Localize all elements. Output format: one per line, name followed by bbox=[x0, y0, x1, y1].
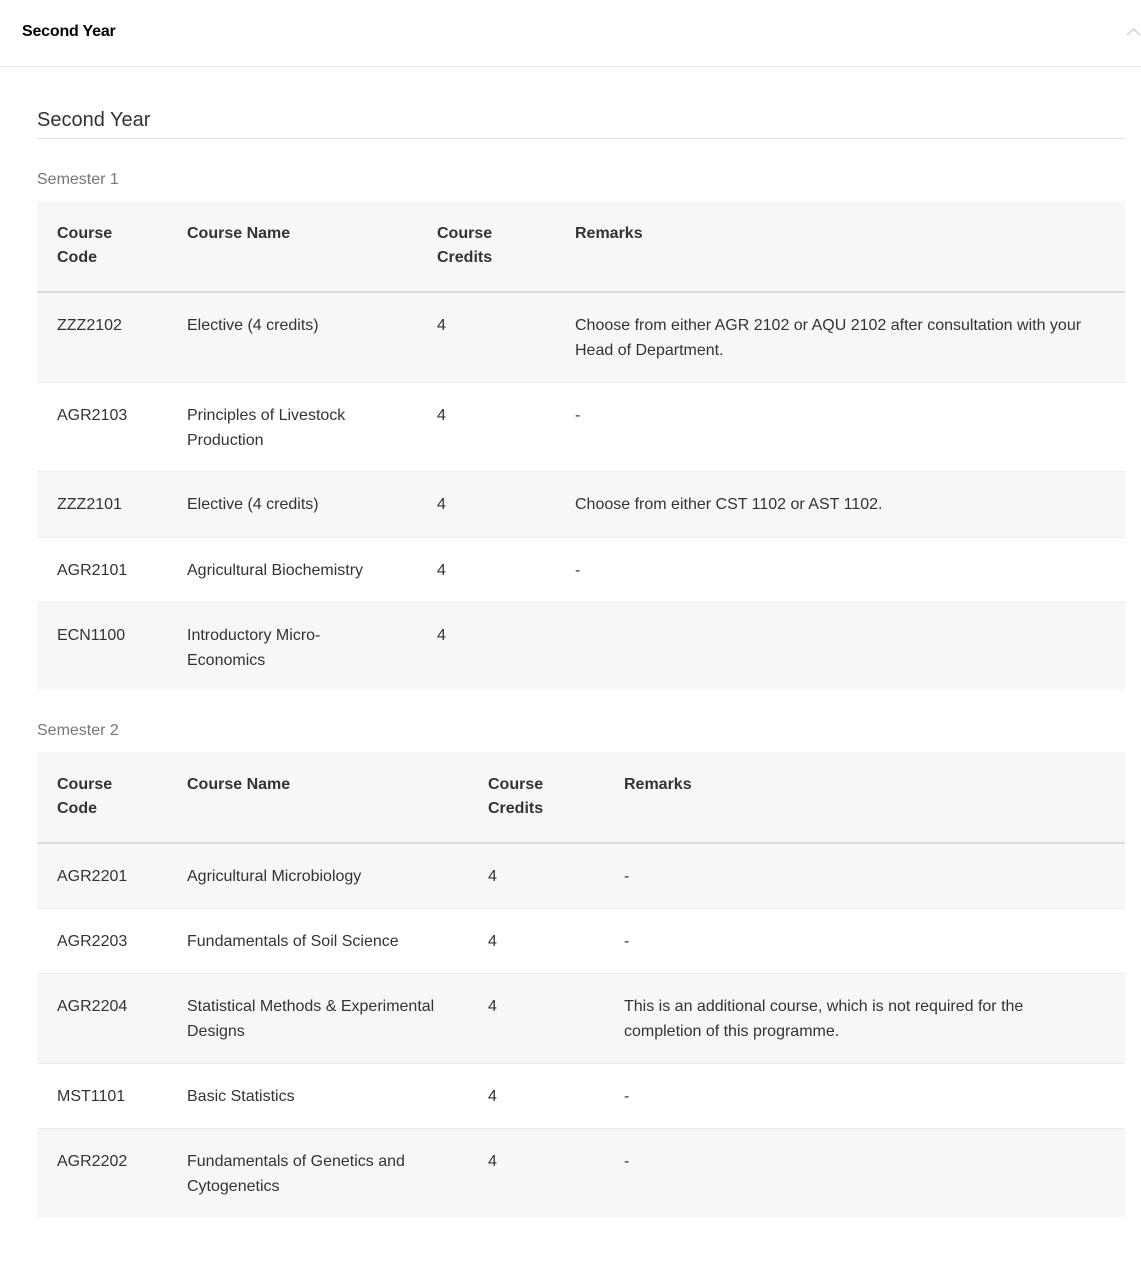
course-remarks: - bbox=[604, 1128, 1125, 1217]
chevron-up-icon[interactable] bbox=[1126, 27, 1141, 37]
course-code: AGR2201 bbox=[57, 868, 128, 885]
course-name: Agricultural Biochemistry bbox=[167, 537, 417, 602]
table-row bbox=[37, 908, 1125, 973]
course-name: Statistical Methods & Experimental Designs bbox=[167, 973, 468, 1063]
course-remarks: - bbox=[604, 1063, 1125, 1128]
course-code: ZZZ2102 bbox=[57, 317, 122, 334]
section-divider bbox=[37, 138, 1125, 139]
course-remarks bbox=[555, 602, 1125, 690]
header-course-credits: Course Credits bbox=[417, 201, 555, 292]
course-credits: 4 bbox=[468, 973, 604, 1063]
header-course-code: Course Code bbox=[37, 201, 167, 292]
course-credits: 4 bbox=[417, 471, 555, 537]
course-name: Introductory Micro-Economics bbox=[167, 602, 417, 690]
course-name: Basic Statistics bbox=[167, 1063, 468, 1128]
semester-1-table bbox=[37, 201, 1125, 690]
course-credits: 4 bbox=[417, 537, 555, 602]
header-course-name: Course Name bbox=[167, 201, 417, 292]
course-remarks: Choose from either AGR 2102 or AQU 2102 after consultation with your Head of Department. bbox=[575, 317, 1082, 359]
course-code: ECN1100 bbox=[37, 602, 167, 690]
table-row bbox=[37, 537, 1125, 602]
table-row bbox=[37, 602, 1125, 690]
course-remarks: - bbox=[555, 382, 1125, 471]
course-name: Agricultural Microbiology bbox=[187, 868, 362, 885]
course-code: MST1101 bbox=[37, 1063, 167, 1128]
accordion-header[interactable] bbox=[0, 0, 1141, 67]
header-course-credits: Course Credits bbox=[468, 752, 604, 843]
course-name: Elective (4 credits) bbox=[167, 471, 417, 537]
course-credits: 4 bbox=[468, 908, 604, 973]
course-remarks: - bbox=[555, 537, 1125, 602]
table-row bbox=[37, 1063, 1125, 1128]
table-row bbox=[37, 471, 1125, 537]
course-credits: 4 bbox=[468, 1063, 604, 1128]
table-row bbox=[37, 292, 1125, 382]
header-course-name: Course Name bbox=[167, 752, 468, 843]
table-row bbox=[37, 1128, 1125, 1217]
table-row bbox=[37, 382, 1125, 471]
course-credits: 4 bbox=[417, 382, 555, 471]
table-header-row bbox=[37, 752, 1125, 843]
accordion-title: Second Year bbox=[22, 23, 116, 40]
course-code: AGR2101 bbox=[37, 537, 167, 602]
table-header-row bbox=[37, 201, 1125, 292]
table-row bbox=[37, 973, 1125, 1063]
course-remarks: Choose from either CST 1102 or AST 1102. bbox=[555, 471, 1125, 537]
header-remarks: Remarks bbox=[555, 201, 1125, 292]
course-credits: 4 bbox=[437, 317, 446, 334]
course-code: AGR2203 bbox=[37, 908, 167, 973]
course-credits: 4 bbox=[468, 1128, 604, 1217]
course-credits: 4 bbox=[417, 602, 555, 690]
semester-1-label: Semester 1 bbox=[37, 171, 119, 188]
header-course-code: Course Code bbox=[37, 752, 167, 843]
course-name: Elective (4 credits) bbox=[187, 317, 319, 334]
semester-2-table bbox=[37, 752, 1125, 1217]
course-name: Principles of Livestock Production bbox=[167, 382, 417, 471]
header-remarks: Remarks bbox=[604, 752, 1125, 843]
course-code: AGR2103 bbox=[37, 382, 167, 471]
course-code: ZZZ2101 bbox=[37, 471, 167, 537]
course-code: AGR2204 bbox=[37, 973, 167, 1063]
section-title: Second Year bbox=[37, 109, 151, 131]
course-name: Fundamentals of Soil Science bbox=[167, 908, 468, 973]
course-remarks: - bbox=[624, 868, 630, 885]
semester-2-label: Semester 2 bbox=[37, 722, 119, 739]
course-remarks: This is an additional course, which is not required for the completion of this programme. bbox=[604, 973, 1125, 1063]
course-credits: 4 bbox=[488, 868, 497, 885]
course-name: Fundamentals of Genetics and Cytogenetics bbox=[167, 1128, 468, 1217]
course-remarks: - bbox=[604, 908, 1125, 973]
table-row bbox=[37, 843, 1125, 908]
course-code: AGR2202 bbox=[37, 1128, 167, 1217]
